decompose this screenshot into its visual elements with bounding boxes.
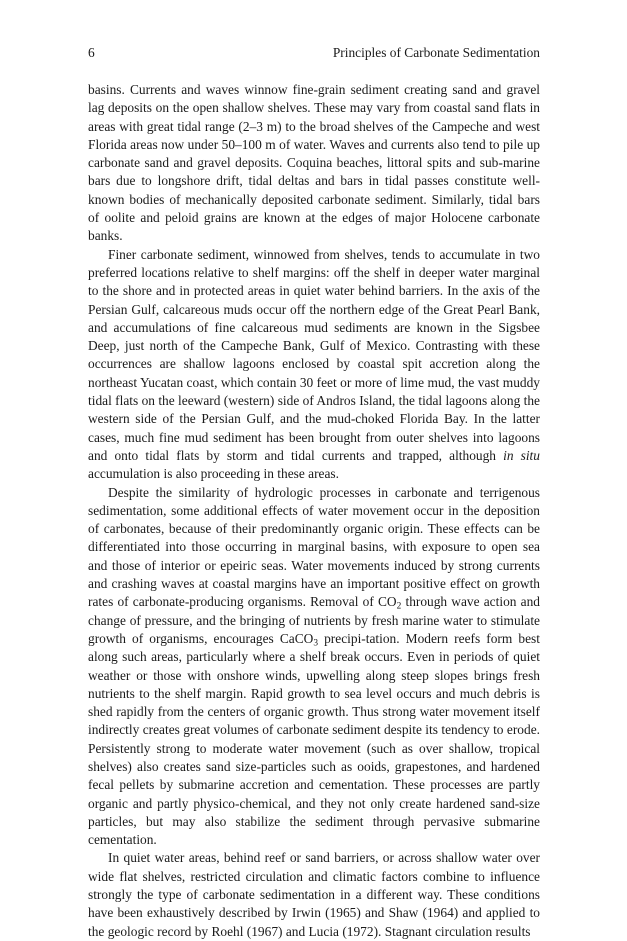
paragraph-3: Despite the similarity of hydrologic processes in carbonate and terrigenous sedimentation, some additional effects of water movement occur in the deposition of carbonates, because of their predominantly organic origin. These effects can be differentiated into those occurring in marginal basins, with exposure to open sea and those of interior or epeiric seas. Water movements induced by strong currents and crashing waves at coastal margins have an important positive effect on growth rates of carbonate-producing organisms. Removal of $CO_2$ through wave action and change of pressure, and the bringing of nutrients by fresh marine water to stimulate growth of organisms, encourages CaCO$_3$ precipi-tation. Modern reefs form best along such areas, particularly where a shelf break occurs. Even in periods of quiet weather or those with onshore winds, upwelling along steep slopes brings fresh nutrients to the shelf margin. Rapid growth to sea level occurs and much debris is shed rapidly from the centers of organic growth. Thus strong water movement itself indirectly creates great volumes of carbonate sediment despite its tendency to erode. Persistently strong to moderate water movement (such as over shallow, tropical shelves) also creates sand size-particles such as ooids, grapestones, and hardened fecal pellets by submarine accretion and cementation. These processes are partly organic and partly physico-chemical, and they not only create hardened sand-size particles, but may also stabilize the sediment through pervasive submarine cementation. (88, 484, 540, 848)
formula-caco3: CaCO$_3$ (279, 630, 319, 649)
body-text (88, 81, 540, 941)
running-head: Principles of Carbonate Sedimentation (332, 45, 540, 60)
paragraph-1: basins. Currents and waves winnow fine-grain sediment creating sand and gravel lag deposits on the open shallow shelves. These may vary from coastal sand flats in areas with great tidal range (2–3 m) to the broad shelves of the Campeche and west Florida areas now under 50–100 m of water. Waves and currents also tend to pile up carbonate sand and gravel deposits. Coquina beaches, littoral spits and sub-marine bars due to longshore drift, tidal deltas and bars in tidal passes constitute well-known bodies of mechanically deposited carbonate sediment. Similarly, tidal bars of oolite and peloid grains are known at the edges of major Holocene carbonate banks. (88, 82, 540, 244)
paragraph-4: In quiet water areas, behind reef or sand barriers, or across shallow water over wide flat shelves, restricted circulation and climatic factors combine to influence strongly the type of carbonate sedimentation in a different way. These conditions have been exhaustively described by Irwin (1965) and Shaw (1964) and applied to the geologic record by Roehl (1967) and Lucia (1972). Stagnant circulation results (88, 850, 540, 939)
page-header (88, 44, 540, 62)
page-number: 6 (88, 45, 95, 60)
paragraph-2: Finer carbonate sediment, winnowed from shelves, tends to accumulate in two preferred locations relative to shelf margins: off the shelf in deeper water marginal to the shore and in protected areas in quiet water behind barriers. In the axis of the Persian Gulf, calcareous muds occur off the northern edge of the Great Pearl Bank, and accumulations of fine calcareous mud sediments are known in the Sigsbee Deep, just north of the Campeche Bank, Gulf of Mexico. Contrasting with these occurrences are shallow lagoons enclosed by coastal spit accretion along the northeast Yucatan coast, which contain 30 feet or more of lime mud, the vast muddy tidal flats on the leeward (western) side of Andros Island, the tidal lagoons along the western side of the Persian Gulf, and the mud-choked Florida Bay. In the latter cases, much fine mud sediment has been brought from outer shelves into lagoons and onto tidal flats by storm and tidal currents and trapped, although in situ accumulation is also proceeding in these areas. (88, 246, 540, 482)
formula-co2: $CO_2$ (377, 594, 402, 612)
italic-in-situ: in situ (503, 447, 540, 463)
